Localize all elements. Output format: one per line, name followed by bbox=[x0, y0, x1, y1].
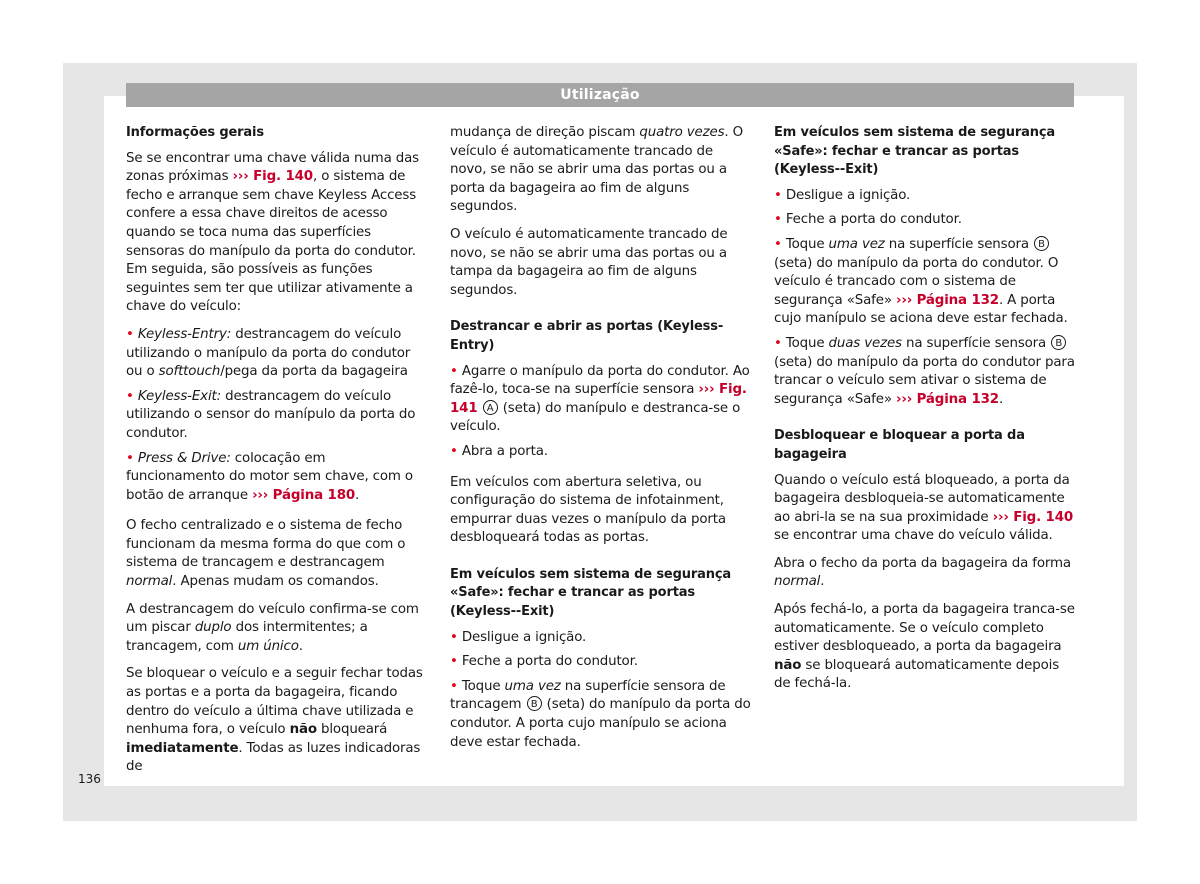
text: . bbox=[998, 391, 1004, 407]
heading-informacoes-gerais: Informações gerais bbox=[126, 125, 264, 140]
text: . A porta cujo manípulo se aciona deve estar fechada. bbox=[774, 292, 1068, 327]
text: destrancagem do veículo utilizando o sensor do manípulo da porta do condutor. bbox=[126, 388, 416, 441]
text: Toque bbox=[785, 236, 829, 252]
emphasis: um único bbox=[237, 638, 299, 654]
figure-reference-link[interactable]: ››› Fig. 141 bbox=[450, 382, 747, 416]
term: softtouch bbox=[158, 364, 221, 380]
bullet-icon: • bbox=[774, 187, 782, 203]
text: Se se encontrar uma chave válida numa das zonas próximas bbox=[126, 150, 419, 185]
text: destrancagem do veículo utilizando o manípulo da porta do condutor ou o bbox=[126, 326, 411, 380]
bullet-icon: • bbox=[450, 363, 458, 379]
column-3 bbox=[774, 124, 1076, 703]
list-item bbox=[450, 678, 752, 752]
page-number: 136 bbox=[78, 772, 101, 786]
text: na superfície sensora bbox=[884, 236, 1034, 252]
text: se encontrar uma chave do veículo válida. bbox=[774, 528, 1053, 544]
text: (seta) do manípulo da porta do condutor. O veículo é trancado com o sistema de segurança «Safe» bbox=[774, 255, 1059, 308]
callout-b-icon: B bbox=[1034, 236, 1049, 251]
emphasis: quatro vezes bbox=[639, 125, 725, 140]
list-item bbox=[450, 443, 752, 462]
paragraph: Em veículos com abertura seletiva, ou configuração do sistema de infotainment, empurrar duas vezes o manípulo da porta desbloqueará todas as portas. bbox=[450, 474, 726, 546]
page-reference-link[interactable]: ››› Página 132 bbox=[895, 292, 999, 308]
figure-reference-link[interactable]: ››› Fig. 140 bbox=[992, 509, 1074, 525]
text: . Apenas mudam os comandos. bbox=[172, 574, 379, 590]
callout-b-icon: B bbox=[527, 696, 542, 711]
text: . O veículo é automaticamente trancado de novo, se não se abrir uma das portas ou a porta da bagageira ao fim de alguns segundos. bbox=[450, 125, 744, 215]
emphasis: duplo bbox=[194, 620, 232, 636]
text: colocação em funcionamento do motor sem chave, com o botão de arranque bbox=[126, 450, 413, 503]
text: O fecho centralizado e o sistema de fecho funcionam da mesma forma do que com o sistema de trancagem e destrancagem bbox=[126, 518, 406, 571]
strong-text: não bbox=[774, 657, 802, 673]
text: se bloqueará automaticamente depois de fechá-la. bbox=[774, 657, 1060, 692]
list-item bbox=[774, 236, 1076, 329]
bullet-icon: • bbox=[450, 629, 458, 645]
text: . Todas as luzes indicadoras de bbox=[126, 740, 421, 775]
strong-text: não bbox=[289, 722, 317, 738]
paragraph bbox=[774, 601, 1076, 694]
emphasis: normal bbox=[774, 574, 821, 590]
paragraph bbox=[774, 472, 1076, 546]
text: bloqueará bbox=[316, 722, 388, 738]
paragraph bbox=[126, 517, 428, 591]
list-item bbox=[126, 450, 428, 506]
text: Feche a porta do condutor. bbox=[461, 654, 638, 670]
heading-keyless-exit: Em veículos sem sistema de segurança «Safe»: fechar e trancar as portas (Keyless--Exit) bbox=[450, 566, 732, 620]
paragraph bbox=[774, 555, 1076, 592]
text: Agarre o manípulo da porta do condutor. Ao fazê-lo, toca-se na superfície sensora bbox=[450, 363, 750, 398]
text: dos intermitentes; a trancagem, com bbox=[126, 620, 368, 654]
list-item bbox=[450, 363, 752, 437]
section-title: Utilização bbox=[126, 83, 1074, 107]
paragraph: O veículo é automaticamente trancado de novo, se não se abrir uma das portas ou a tampa da bagageira ao fim de alguns segundos. bbox=[450, 226, 728, 298]
text: Desligue a ignição. bbox=[461, 629, 587, 645]
text: . bbox=[298, 638, 303, 654]
paragraph bbox=[126, 601, 428, 657]
heading-keyless-entry: Destrancar e abrir as portas (Keyless-Entry) bbox=[450, 319, 724, 353]
text: Toque bbox=[461, 678, 505, 694]
emphasis: normal bbox=[126, 574, 173, 590]
term: Keyless-Exit: bbox=[137, 388, 221, 404]
list-item bbox=[774, 211, 1076, 230]
list-item bbox=[450, 653, 752, 672]
bullet-icon: • bbox=[450, 678, 458, 694]
text: (seta) do manípulo da porta do condutor para trancar o veículo sem ativar o sistema de segurança «Safe» bbox=[774, 354, 1075, 407]
text: Após fechá-lo, a porta da bagageira tranca-se automaticamente. Se o veículo completo estiver desbloqueado, a porta da bagageira bbox=[774, 602, 1075, 655]
text: (seta) do manípulo da porta do condutor. A porta cujo manípulo se aciona deve estar fechada. bbox=[450, 697, 751, 750]
text: , o sistema de fecho e arranque sem chave Keyless Access confere a essa chave direitos de acesso quando se toca numa das superfícies sensoras do manípulo da porta do condutor. Em seguida, são possíveis as funções seguintes sem ter que utilizar ativamente a chave do veículo: bbox=[126, 169, 417, 315]
strong-text: imediatamente bbox=[126, 740, 239, 756]
callout-b-icon: B bbox=[1051, 335, 1066, 350]
list-item bbox=[774, 187, 1076, 206]
paragraph bbox=[450, 124, 752, 217]
text: Quando o veículo está bloqueado, a porta da bagageira desbloqueia-se automaticamente ao abri-la se na sua proximidade bbox=[774, 472, 1070, 525]
bullet-icon: • bbox=[126, 326, 134, 342]
list-item bbox=[126, 388, 428, 444]
text: na superfície sensora de trancagem bbox=[450, 678, 726, 713]
paragraph bbox=[126, 150, 428, 317]
column-1 bbox=[126, 124, 428, 786]
emphasis: duas vezes bbox=[828, 335, 902, 351]
term: Press & Drive: bbox=[137, 450, 231, 466]
text: Se bloquear o veículo e a seguir fechar todas as portas e a porta da bagageira, ficando dentro do veículo a última chave utilizada e nenhuma fora, o veículo bbox=[126, 666, 423, 738]
bullet-icon: • bbox=[774, 236, 782, 252]
text: Feche a porta do condutor. bbox=[785, 212, 962, 228]
bullet-icon: • bbox=[126, 450, 134, 466]
figure-reference-link[interactable]: ››› Fig. 140 bbox=[232, 169, 313, 185]
text: Abra a porta. bbox=[461, 443, 548, 459]
text: Desligue a ignição. bbox=[785, 187, 911, 203]
list-item bbox=[774, 335, 1076, 409]
text: mudança de direção piscam bbox=[450, 125, 640, 140]
emphasis: uma vez bbox=[828, 236, 885, 252]
heading-safe-keyless-exit: Em veículos sem sistema de segurança «Safe»: fechar e trancar as portas (Keyless--Exit) bbox=[774, 125, 1056, 178]
page-reference-link[interactable]: ››› Página 132 bbox=[895, 391, 999, 407]
paragraph bbox=[126, 665, 428, 777]
text: Toque bbox=[785, 335, 829, 351]
text: A destrancagem do veículo confirma-se com um piscar bbox=[126, 601, 419, 636]
bullet-icon: • bbox=[774, 335, 782, 351]
term: Keyless-Entry: bbox=[137, 326, 232, 342]
bullet-icon: • bbox=[774, 212, 782, 228]
column-2 bbox=[450, 124, 752, 758]
callout-a-icon: A bbox=[483, 400, 498, 415]
heading-bagageira: Desbloquear e bloquear a porta da bagageira bbox=[774, 428, 1025, 462]
text: (seta) do manípulo e destranca-se o veículo. bbox=[450, 400, 741, 435]
text: /pega da porta da bagageira bbox=[220, 364, 408, 380]
list-item bbox=[450, 629, 752, 648]
text: Abra o fecho da porta da bagageira da forma bbox=[774, 555, 1071, 571]
text: na superfície sensora bbox=[901, 335, 1051, 351]
bullet-icon: • bbox=[450, 443, 458, 459]
text: . bbox=[820, 574, 825, 590]
page-reference-link[interactable]: ››› Página 180 bbox=[252, 487, 356, 503]
emphasis: uma vez bbox=[504, 678, 561, 694]
bullet-icon: • bbox=[126, 388, 134, 404]
list-item bbox=[126, 326, 428, 382]
bullet-icon: • bbox=[450, 654, 458, 670]
text: . bbox=[355, 487, 360, 503]
